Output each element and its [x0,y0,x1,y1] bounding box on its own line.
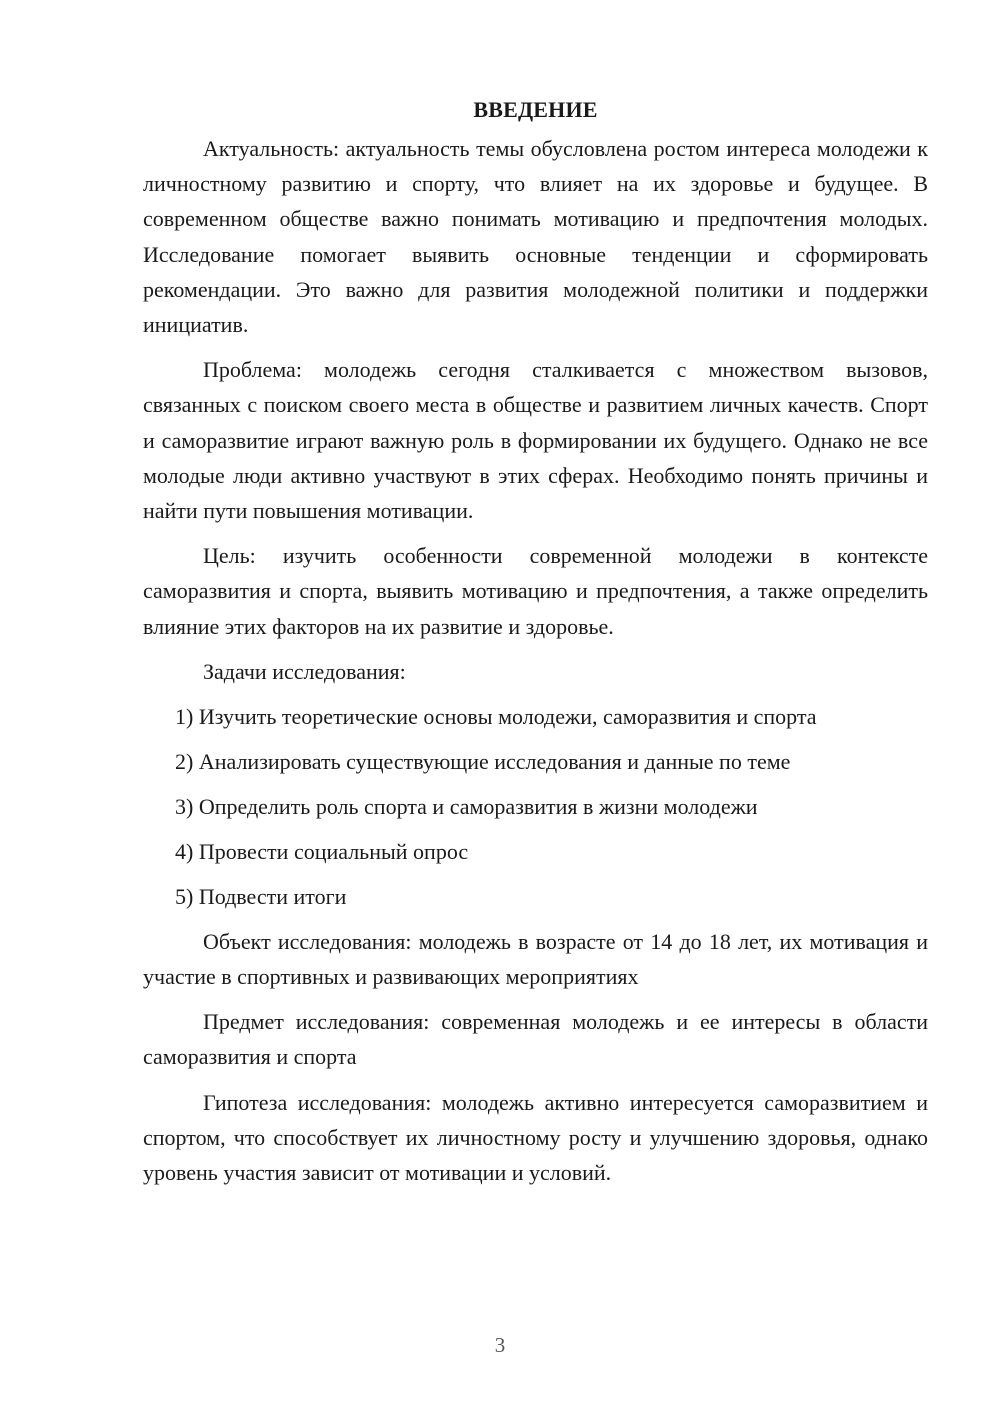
task-item: 3) Определить роль спорта и саморазвития в жизни молодежи [175,793,758,819]
paragraph-problem: Проблема: молодежь сегодня сталкивается с множеством вызовов, связанных с поиском своего места в обществе и развитием личных качеств. Спорт и саморазвитие играют важную роль в формировании их будущего. Однако не все молодые люди активно участвуют в этих сферах. Необходимо понять причины и найти пути повышения мотивации. [143,357,928,524]
paragraph-goal: Цель: изучить особенности современной молодежи в контексте саморазвития и спорта, выявить мотивацию и предпочтения, а также определить влияние этих факторов на их развитие и здоровье. [143,543,928,639]
task-item: 4) Провести социальный опрос [175,838,469,864]
task-item: 1) Изучить теоретические основы молодежи, саморазвития и спорта [175,703,817,729]
tasks-list [143,699,928,914]
paragraph-relevance: Актуальность: актуальность темы обусловлена ростом интереса молодежи к личностному развитию и спорту, что влияет на их здоровье и будущее. В современном обществе важно понимать мотивацию и предпочтения молодых. Исследование помогает выявить основные тенденции и сформировать рекомендации. Это важно для развития молодежной политики и поддержки инициатив. [143,136,928,338]
paragraph-hypothesis: Гипотеза исследования: молодежь активно интересуется саморазвитием и спортом, что способствует их личностному росту и улучшению здоровья, однако уровень участия зависит от мотивации и условий. [143,1089,928,1186]
paragraph-object: Объект исследования: молодежь в возрасте от 14 до 18 лет, их мотивация и участие в спортивных и развивающих мероприятиях [143,928,928,990]
task-item: 2) Анализировать существующие исследования и данные по теме [175,748,791,774]
document-page [143,92,928,1200]
page-title: ВВЕДЕНИЕ [473,97,598,122]
task-item: 5) Подвести итоги [175,883,347,909]
tasks-label: Задачи исследования: [203,658,406,684]
page-number: 3 [494,1333,506,1357]
paragraph-subject: Предмет исследования: современная молодежь и ее интересы в области саморазвития и спорта [143,1009,928,1070]
